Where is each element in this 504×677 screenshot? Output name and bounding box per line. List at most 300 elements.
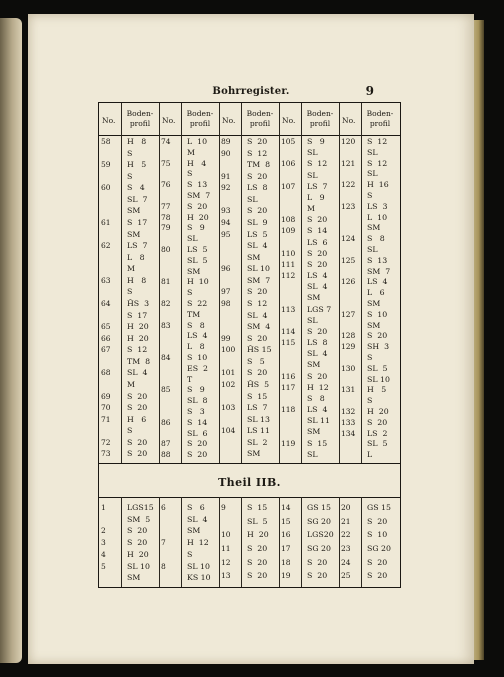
s1-profile-line: ĤS 3 <box>127 299 150 308</box>
s1-borehole-number: 75 <box>161 158 171 168</box>
s1-profile-line: SL <box>247 194 258 204</box>
s1-borehole-number: 108 <box>281 215 296 225</box>
s1-profile-line: H 6 <box>127 414 147 424</box>
s1-borehole-number: 112 <box>281 271 296 281</box>
s1-profile-line: S 20 <box>187 439 208 449</box>
s1-profile-line: H 12 <box>307 382 329 392</box>
s1-borehole-number: 120 <box>341 137 356 146</box>
s1-borehole-number: 88 <box>161 450 171 460</box>
s1-borehole-number: 83 <box>161 320 171 330</box>
s1-borehole-number: 69 <box>101 391 111 401</box>
column-rule <box>121 103 122 463</box>
s1-profile-line: S 20 <box>307 215 328 225</box>
s1-profile-line: SL 4 <box>307 282 328 292</box>
s1-profile-line: SL 10 <box>367 374 390 384</box>
s2-profile-line: SL 5 <box>247 516 268 526</box>
s1-profile-line: SM <box>367 223 381 233</box>
column-header-bodenprofil: Boden- profil <box>186 109 214 128</box>
s1-profile-line: S 20 <box>307 326 328 336</box>
column-rule <box>181 497 182 587</box>
s2-borehole-number: 20 <box>341 503 351 512</box>
s1-borehole-number: 89 <box>221 137 231 146</box>
s2-borehole-number: 15 <box>281 516 291 526</box>
s1-borehole-number: 93 <box>221 206 231 216</box>
s1-profile-line: SL 2 <box>247 437 268 447</box>
s1-borehole-number: 59 <box>101 160 111 170</box>
s2-borehole-number: 14 <box>281 503 291 512</box>
s1-profile-line: S 20 <box>247 368 268 378</box>
s1-profile-line: S <box>367 191 373 200</box>
s1-profile-line: LS 7 <box>247 403 268 413</box>
s2-profile-line: SM 5 <box>127 514 151 524</box>
s1-profile-line: S 12 <box>247 148 268 158</box>
s1-borehole-number: 99 <box>221 333 231 343</box>
s1-profile-line: LGS 7 <box>307 304 332 314</box>
column-header-bodenprofil: Boden- profil <box>366 109 394 128</box>
s1-borehole-number: 100 <box>221 345 236 355</box>
column-header-no: No. <box>102 116 116 125</box>
column-rule <box>241 497 242 587</box>
s1-borehole-number: 71 <box>101 414 111 424</box>
column-rule <box>339 497 340 587</box>
s2-profile-line: S 20 <box>247 571 268 581</box>
s1-borehole-number: 94 <box>221 218 231 227</box>
s1-borehole-number: 101 <box>221 368 236 378</box>
s1-profile-line: S 14 <box>307 226 328 236</box>
s1-profile-line: SL <box>367 169 378 179</box>
s2-profile-line: S 15 <box>247 503 268 512</box>
s1-borehole-number: 115 <box>281 338 296 348</box>
s1-profile-line: SM <box>307 293 321 303</box>
s1-borehole-number: 121 <box>341 158 356 168</box>
s1-profile-line: S 12 <box>247 299 268 308</box>
s1-profile-line: S <box>127 148 133 158</box>
s1-profile-line: H 5 <box>367 385 387 395</box>
s1-borehole-number: 79 <box>161 223 171 233</box>
s1-profile-line: S 20 <box>127 437 148 447</box>
s1-profile-line: SL 11 <box>307 416 330 426</box>
s1-borehole-number: 124 <box>341 234 356 244</box>
s1-profile-line: LS 8 <box>307 338 328 348</box>
s1-profile-line: SM <box>367 299 381 308</box>
s2-borehole-number: 18 <box>281 557 291 567</box>
s1-borehole-number: 133 <box>341 417 356 427</box>
s1-profile-line: S 20 <box>367 331 388 341</box>
s2-borehole-number: 6 <box>161 503 166 512</box>
s1-profile-line: H 20 <box>127 333 149 343</box>
column-header-no: No. <box>162 116 176 125</box>
s1-borehole-number: 86 <box>161 417 171 427</box>
column-header-no: No. <box>342 116 356 125</box>
s1-profile-line: S 20 <box>247 287 268 297</box>
s1-profile-line: S 20 <box>127 403 148 413</box>
s1-profile-line: S 20 <box>247 137 268 146</box>
s1-profile-line: LS 6 <box>307 237 328 247</box>
s2-borehole-number: 8 <box>161 561 166 571</box>
s1-profile-line: S 20 <box>307 371 328 381</box>
section-divider <box>99 463 400 464</box>
s1-profile-line: SM <box>127 229 141 239</box>
s1-borehole-number: 98 <box>221 299 231 308</box>
s2-profile-line: S 20 <box>307 557 328 567</box>
s2-borehole-number: 3 <box>101 538 106 548</box>
s1-profile-line: SM 7 <box>367 266 391 276</box>
s1-profile-line: L 10 <box>187 137 208 146</box>
s1-borehole-number: 128 <box>341 331 356 341</box>
s1-borehole-number: 119 <box>281 438 296 448</box>
s1-profile-line: S 9 <box>187 223 205 233</box>
s1-profile-line: SL 8 <box>187 396 208 406</box>
s1-profile-line: L <box>367 450 373 460</box>
s2-profile-line: SL 10 <box>127 561 150 571</box>
s1-profile-line: S 15 <box>307 438 328 448</box>
s2-profile-line: S 20 <box>307 571 328 581</box>
s1-borehole-number: 118 <box>281 405 296 415</box>
s1-borehole-number: 87 <box>161 439 171 449</box>
s1-profile-line: SM <box>307 360 321 370</box>
s1-borehole-number: 70 <box>101 403 111 413</box>
column-rule <box>159 497 160 587</box>
s2-profile-line: H 20 <box>247 530 269 540</box>
s1-profile-line: SL <box>307 449 318 459</box>
s1-profile-line: SH 3 <box>367 342 390 352</box>
s2-borehole-number: 2 <box>101 526 106 536</box>
s1-profile-line: LS 11 <box>247 426 270 436</box>
s1-profile-line: M <box>127 380 135 389</box>
s1-borehole-number: 74 <box>161 137 171 146</box>
s1-borehole-number: 84 <box>161 353 171 362</box>
s1-profile-line: SL 4 <box>307 349 328 359</box>
s2-profile-line: S 10 <box>367 530 388 540</box>
s1-profile-line: S 20 <box>247 333 268 343</box>
s2-profile-line: SG 20 <box>307 544 331 553</box>
s2-profile-line: S 20 <box>367 557 388 567</box>
s1-profile-line: S 3 <box>187 407 205 416</box>
s1-profile-line: SL 4 <box>247 241 268 251</box>
s1-profile-line: S 17 <box>127 218 148 227</box>
s1-borehole-number: 76 <box>161 180 171 190</box>
s1-profile-line: SL 4 <box>247 310 268 320</box>
s1-profile-line: TM <box>187 309 201 319</box>
s1-borehole-number: 77 <box>161 201 171 211</box>
s1-profile-line: S 20 <box>307 248 328 258</box>
s2-borehole-number: 22 <box>341 530 351 540</box>
s2-profile-line: SL 10 <box>187 561 210 571</box>
s1-profile-line: SM <box>307 427 321 437</box>
column-header-no: No. <box>222 116 236 125</box>
s2-profile-line: LGS15 <box>127 503 154 512</box>
s1-borehole-number: 110 <box>281 248 296 258</box>
s1-profile-line: H 8 <box>127 137 147 146</box>
s1-profile-line: SL <box>307 170 318 180</box>
s1-borehole-number: 97 <box>221 287 231 297</box>
s1-profile-line: SL <box>187 234 198 244</box>
s1-borehole-number: 131 <box>341 385 356 395</box>
s2-borehole-number: 19 <box>281 571 291 581</box>
s2-borehole-number: 23 <box>341 544 351 553</box>
s1-borehole-number: 67 <box>101 345 111 355</box>
s1-profile-line: LS 8 <box>247 183 268 193</box>
s2-borehole-number: 5 <box>101 561 106 571</box>
s1-borehole-number: 90 <box>221 148 231 158</box>
s1-borehole-number: 82 <box>161 299 171 308</box>
s1-borehole-number: 80 <box>161 245 171 254</box>
s1-borehole-number: 106 <box>281 159 296 169</box>
s1-borehole-number: 129 <box>341 342 356 352</box>
s1-profile-line: S 20 <box>247 206 268 216</box>
s1-profile-line: H 5 <box>127 160 147 170</box>
s1-profile-line: L 8 <box>187 342 205 352</box>
s1-borehole-number: 78 <box>161 212 171 222</box>
s1-profile-line: S 20 <box>307 259 328 269</box>
s1-profile-line: S 8 <box>367 234 385 244</box>
s1-borehole-number: 60 <box>101 183 111 193</box>
s1-profile-line: S 12 <box>127 345 148 355</box>
s1-borehole-number: 63 <box>101 275 111 285</box>
s1-profile-line: SL 5 <box>187 255 208 265</box>
s1-profile-line: SL <box>307 315 318 325</box>
s1-profile-line: L 8 <box>127 252 145 262</box>
column-rule <box>361 103 362 463</box>
s1-profile-line: S <box>367 353 373 362</box>
column-header-bodenprofil: Boden- profil <box>246 109 274 128</box>
s1-profile-line: SM <box>127 206 141 216</box>
column-header-no: No. <box>282 116 296 125</box>
s1-borehole-number: 109 <box>281 226 296 236</box>
s1-profile-line: S <box>127 171 133 181</box>
s1-profile-line: SL 5 <box>367 363 388 373</box>
s1-profile-line: SM 7 <box>187 191 211 200</box>
s2-borehole-number: 16 <box>281 530 291 540</box>
column-rule <box>219 497 220 587</box>
s2-profile-line: H 20 <box>127 549 149 559</box>
s1-profile-line: SL 5 <box>367 439 388 449</box>
s1-borehole-number: 62 <box>101 241 111 251</box>
s1-profile-line: SL 6 <box>187 428 208 438</box>
s2-profile-line: SM <box>127 573 141 583</box>
s1-profile-line: S 20 <box>127 391 148 401</box>
s1-borehole-number: 105 <box>281 137 296 146</box>
s1-profile-line: S 13 <box>367 255 388 265</box>
s2-borehole-number: 10 <box>221 530 231 540</box>
column-rule <box>301 497 302 587</box>
s1-profile-line: S 13 <box>187 180 208 190</box>
s1-profile-line: SL 7 <box>127 194 148 204</box>
s2-borehole-number: 24 <box>341 557 351 567</box>
s1-profile-line: LS 5 <box>247 229 268 239</box>
s1-borehole-number: 91 <box>221 171 231 181</box>
s1-profile-line: S 9 <box>307 137 325 146</box>
s1-borehole-number: 114 <box>281 326 296 336</box>
borehole-register-table <box>98 102 401 588</box>
s1-borehole-number: 116 <box>281 371 296 381</box>
s1-borehole-number: 68 <box>101 368 111 378</box>
s1-profile-line: S 14 <box>187 417 208 427</box>
s1-profile-line: M <box>307 204 315 214</box>
s2-profile-line: GS 15 <box>307 503 331 512</box>
s1-profile-line: L 10 <box>367 212 388 222</box>
s1-borehole-number: 125 <box>341 255 356 265</box>
s1-profile-line: SM <box>187 266 201 276</box>
s1-profile-line: LS 7 <box>307 181 328 191</box>
s1-profile-line: H 20 <box>187 212 209 222</box>
s1-profile-line: H 4 <box>187 158 207 168</box>
s1-profile-line: LS 4 <box>307 405 328 415</box>
s1-profile-line: S 22 <box>187 299 208 308</box>
s1-profile-line: S 20 <box>187 450 208 460</box>
s2-profile-line: S 6 <box>187 503 205 512</box>
s1-borehole-number: 123 <box>341 201 356 211</box>
s2-profile-line: KS 10 <box>187 573 211 583</box>
s1-profile-line: S <box>127 426 133 436</box>
s2-borehole-number: 17 <box>281 544 291 553</box>
s1-borehole-number: 130 <box>341 363 356 373</box>
book-page <box>28 14 474 664</box>
s1-profile-line: LS 3 <box>367 201 388 211</box>
s1-profile-line: S 12 <box>367 158 388 168</box>
s1-borehole-number: 103 <box>221 403 236 413</box>
s2-borehole-number: 1 <box>101 503 106 512</box>
s1-profile-line: SL 13 <box>247 414 270 424</box>
s1-profile-line: S 9 <box>187 385 205 395</box>
s1-profile-line: ES 2 <box>187 363 208 373</box>
s1-profile-line: S 20 <box>127 449 148 459</box>
column-rule <box>279 497 280 587</box>
s1-profile-line: SM <box>247 252 261 262</box>
s1-profile-line: LS 5 <box>187 245 208 254</box>
s1-profile-line: S 17 <box>127 310 148 320</box>
s1-borehole-number: 117 <box>281 382 296 392</box>
s1-borehole-number: 65 <box>101 322 111 332</box>
s1-borehole-number: 66 <box>101 333 111 343</box>
s1-profile-line: M <box>127 264 135 274</box>
s1-profile-line: LS 4 <box>187 331 208 341</box>
section2-title-rule <box>99 497 400 498</box>
s1-borehole-number: 95 <box>221 229 231 239</box>
s1-profile-line: TM 8 <box>247 160 271 170</box>
book-spine <box>0 18 22 663</box>
s1-borehole-number: 85 <box>161 385 171 395</box>
s1-profile-line: SL <box>367 245 378 254</box>
s1-profile-line: LS 4 <box>307 271 328 281</box>
s2-profile-line: SG 20 <box>367 544 391 553</box>
s1-profile-line: SL 4 <box>127 368 148 378</box>
s1-profile-line: SM 7 <box>247 275 271 285</box>
s1-borehole-number: 122 <box>341 180 356 190</box>
s1-borehole-number: 96 <box>221 264 231 274</box>
s2-borehole-number: 13 <box>221 571 231 581</box>
page-number: 9 <box>365 84 374 98</box>
s1-profile-line: S <box>127 287 133 297</box>
s2-profile-line: S 20 <box>127 538 148 548</box>
s1-borehole-number: 58 <box>101 137 111 146</box>
s1-profile-line: H 16 <box>367 180 389 190</box>
s2-borehole-number: 25 <box>341 571 351 581</box>
s1-profile-line: S 12 <box>307 159 328 169</box>
s1-profile-line: M <box>187 147 195 157</box>
column-rule <box>339 103 340 463</box>
s2-profile-line: SG 20 <box>307 516 331 526</box>
s1-profile-line: ĤS 5 <box>247 380 270 389</box>
s1-profile-line: SL 9 <box>247 218 268 227</box>
s1-borehole-number: 111 <box>281 259 296 269</box>
s1-profile-line: H 8 <box>127 275 147 285</box>
s1-profile-line: S 8 <box>307 393 325 403</box>
s1-borehole-number: 73 <box>101 449 111 459</box>
s1-borehole-number: 104 <box>221 426 236 436</box>
s1-profile-line: TM 8 <box>127 356 151 366</box>
column-rule <box>121 497 122 587</box>
s1-profile-line: S <box>187 288 193 298</box>
column-rule <box>279 103 280 463</box>
s1-profile-line: S 12 <box>367 137 388 146</box>
column-header-bodenprofil: Boden- profil <box>306 109 334 128</box>
column-rule <box>159 103 160 463</box>
s2-borehole-number: 4 <box>101 549 106 559</box>
page-header <box>28 86 474 100</box>
s1-profile-line: H 20 <box>367 407 389 416</box>
s1-profile-line: ĤS 15 <box>247 345 272 355</box>
column-rule <box>181 103 182 463</box>
s2-borehole-number: 12 <box>221 557 231 567</box>
s2-profile-line: H 12 <box>187 538 209 548</box>
s2-profile-line: S 20 <box>367 516 388 526</box>
s1-borehole-number: 126 <box>341 277 356 287</box>
s2-borehole-number: 11 <box>221 544 231 553</box>
s1-borehole-number: 102 <box>221 380 236 389</box>
s1-profile-line: H 20 <box>127 322 149 332</box>
s1-profile-line: L 6 <box>367 288 385 298</box>
s1-profile-line: S 15 <box>247 391 268 401</box>
s1-profile-line: LS 4 <box>367 277 388 287</box>
column-rule <box>241 103 242 463</box>
s2-profile-line: S 20 <box>127 526 148 536</box>
s2-profile-line: SM <box>187 526 201 536</box>
s2-profile-line: S 20 <box>367 571 388 581</box>
s2-profile-line: S 20 <box>247 557 268 567</box>
s1-profile-line: S 20 <box>187 201 208 211</box>
s1-profile-line: SM 4 <box>247 322 271 332</box>
s1-profile-line: SM <box>247 449 261 459</box>
s1-borehole-number: 132 <box>341 407 356 416</box>
column-header-bodenprofil: Boden- profil <box>126 109 154 128</box>
s1-profile-line: SL 10 <box>247 264 270 274</box>
s1-borehole-number: 64 <box>101 299 111 308</box>
s1-profile-line: LS 7 <box>127 241 148 251</box>
s1-profile-line: S <box>187 169 193 179</box>
s1-profile-line: SM <box>367 320 381 330</box>
s2-borehole-number: 9 <box>221 503 226 512</box>
s1-profile-line: S 5 <box>247 356 265 366</box>
section-title-theil-iib: Theil IIB. <box>218 476 281 489</box>
s1-borehole-number: 72 <box>101 437 111 447</box>
s2-profile-line: S 20 <box>247 544 268 553</box>
s1-borehole-number: 81 <box>161 277 171 287</box>
column-rule <box>219 103 220 463</box>
s1-profile-line: S 20 <box>247 171 268 181</box>
running-title: Bohrregister. <box>212 86 290 97</box>
s1-borehole-number: 127 <box>341 309 356 319</box>
s1-profile-line: SL <box>307 148 318 158</box>
s1-borehole-number: 92 <box>221 183 231 193</box>
s2-profile-line: GS 15 <box>367 503 391 512</box>
column-rule <box>361 497 362 587</box>
s1-borehole-number: 107 <box>281 181 296 191</box>
s2-profile-line: SL 4 <box>187 514 208 524</box>
s1-profile-line: S 8 <box>187 320 205 330</box>
s2-borehole-number: 21 <box>341 516 351 526</box>
s2-profile-line: S <box>187 549 193 559</box>
